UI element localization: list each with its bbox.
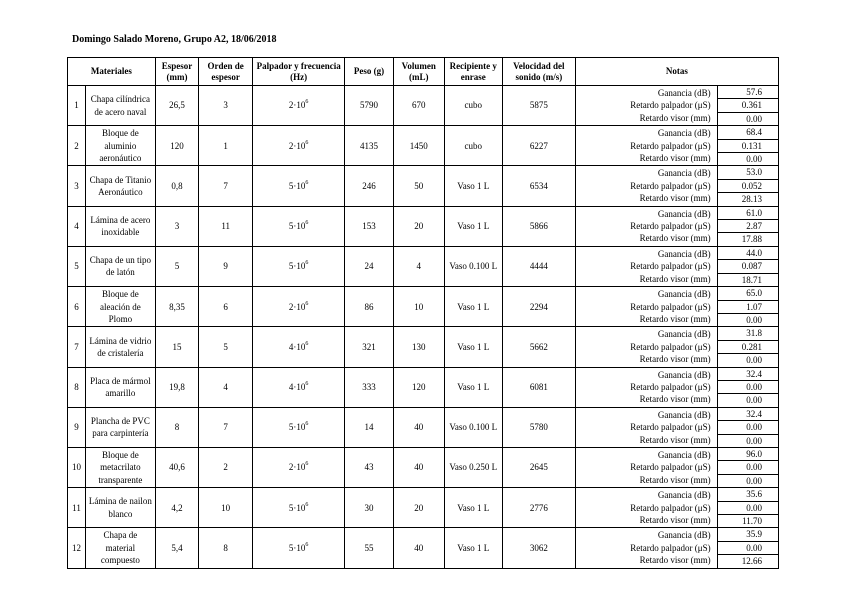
- table-row: [68, 327, 779, 367]
- order-cell: 1: [199, 126, 253, 166]
- notes-labels: [575, 246, 717, 286]
- weight-cell: 86: [345, 287, 394, 327]
- note-value: 0.00: [746, 314, 762, 325]
- note-label: Retardo palpador (μS): [630, 301, 711, 312]
- note-value: 35.6: [718, 488, 778, 501]
- note-value: 2.87: [718, 220, 778, 233]
- sound-speed-cell: 5780: [502, 407, 575, 447]
- header-materiales: Materiales: [68, 58, 156, 86]
- row-number: 10: [68, 447, 86, 487]
- thickness-cell: 120: [155, 126, 198, 166]
- probe-frequency-exponent: 6: [305, 380, 309, 387]
- note-value: 61.0: [718, 207, 778, 220]
- material-name: Chapa de un tipo de latón: [85, 246, 155, 286]
- material-name: Chapa de material compuesto: [85, 528, 155, 568]
- notes-values: [717, 287, 778, 327]
- probe-frequency-cell: [253, 327, 345, 367]
- weight-cell: 246: [345, 166, 394, 206]
- notes-labels: [575, 166, 717, 206]
- note-value: 0.00: [718, 542, 778, 555]
- row-number: 4: [68, 206, 86, 246]
- sound-speed-cell: 6227: [502, 126, 575, 166]
- note-label: Retardo palpador (μS): [630, 462, 711, 473]
- note-value: 0.00: [746, 395, 762, 406]
- notes-labels: [575, 488, 717, 528]
- probe-frequency-cell: [253, 166, 345, 206]
- order-cell: 4: [199, 367, 253, 407]
- order-cell: 11: [199, 206, 253, 246]
- volume-cell: 20: [393, 206, 444, 246]
- note-value: 0.00: [718, 421, 778, 434]
- note-value: 0.00: [746, 435, 762, 446]
- note-label: Ganancia (dB): [657, 88, 711, 98]
- material-name: Plancha de PVC para carpintería: [85, 407, 155, 447]
- probe-frequency-exponent: 6: [305, 300, 309, 307]
- weight-cell: 333: [345, 367, 394, 407]
- order-cell: 3: [199, 86, 253, 126]
- weight-cell: 55: [345, 528, 394, 568]
- probe-frequency-exponent: 6: [305, 99, 309, 106]
- note-value: 12.66: [741, 556, 762, 567]
- probe-frequency-base: 5·10: [288, 221, 306, 232]
- sound-speed-cell: 5866: [502, 206, 575, 246]
- note-value: 1.07: [718, 301, 778, 314]
- table-row: [68, 407, 779, 447]
- row-number: 1: [68, 86, 86, 126]
- note-label: Retardo palpador (μS): [630, 221, 711, 232]
- weight-cell: 5790: [345, 86, 394, 126]
- thickness-cell: 26,5: [155, 86, 198, 126]
- header-orden: Orden de espesor: [199, 58, 253, 86]
- probe-frequency-base: 5·10: [288, 261, 306, 272]
- note-label: Retardo visor (mm): [639, 313, 711, 324]
- note-value: 32.4: [718, 368, 778, 381]
- probe-frequency-base: 2·10: [288, 140, 306, 151]
- thickness-cell: 15: [155, 327, 198, 367]
- row-number: 5: [68, 246, 86, 286]
- order-cell: 7: [199, 166, 253, 206]
- table-row: [68, 166, 779, 206]
- note-label: Ganancia (dB): [657, 248, 711, 259]
- weight-cell: 43: [345, 447, 394, 487]
- header-espesor: Espesor (mm): [155, 58, 198, 86]
- container-cell: Vaso 1 L: [444, 206, 502, 246]
- notes-values: [717, 528, 778, 568]
- volume-cell: 120: [393, 367, 444, 407]
- notes-values: [717, 327, 778, 367]
- header-notas: Notas: [575, 58, 778, 86]
- note-value: 57.6: [718, 86, 778, 99]
- material-name: Lámina de nailon blanco: [85, 488, 155, 528]
- row-number: 9: [68, 407, 86, 447]
- container-cell: cubo: [444, 126, 502, 166]
- note-label: Ganancia (dB): [657, 168, 711, 179]
- volume-cell: 670: [393, 86, 444, 126]
- note-value: 96.0: [718, 448, 778, 461]
- volume-cell: 40: [393, 528, 444, 568]
- note-label: Ganancia (dB): [657, 409, 711, 420]
- note-value: 0.131: [718, 140, 778, 153]
- container-cell: Vaso 1 L: [444, 327, 502, 367]
- order-cell: 7: [199, 407, 253, 447]
- probe-frequency-cell: [253, 206, 345, 246]
- note-value: 11.70: [742, 516, 762, 526]
- volume-cell: 10: [393, 287, 444, 327]
- note-value: 0.361: [718, 99, 778, 112]
- table-row: [68, 86, 779, 126]
- sound-speed-cell: 4444: [502, 246, 575, 286]
- volume-cell: 40: [393, 447, 444, 487]
- note-label: Retardo palpador (μS): [630, 381, 711, 392]
- row-number: 7: [68, 327, 86, 367]
- container-cell: Vaso 0.250 L: [444, 447, 502, 487]
- note-label: Ganancia (dB): [657, 208, 711, 219]
- note-label: Ganancia (dB): [657, 289, 711, 300]
- header-velocidad: Velocidad del sonido (m/s): [502, 58, 575, 86]
- note-label: Ganancia (dB): [657, 449, 711, 460]
- material-name: Placa de mármol amarillo: [85, 367, 155, 407]
- container-cell: Vaso 0.100 L: [444, 246, 502, 286]
- probe-frequency-cell: [253, 86, 345, 126]
- note-value: 31.8: [718, 327, 778, 340]
- header-recipiente: Recipiente y enrase: [444, 58, 502, 86]
- note-value: 65.0: [718, 287, 778, 300]
- table-row: [68, 206, 779, 246]
- note-value: 0.00: [718, 381, 778, 394]
- note-label: Ganancia (dB): [657, 369, 711, 380]
- material-name: Bloque de metacrilato transparente: [85, 447, 155, 487]
- notes-labels: [575, 86, 717, 126]
- notes-values: [717, 166, 778, 206]
- note-value: 0.00: [746, 113, 762, 124]
- table-row: [68, 447, 779, 487]
- note-label: Ganancia (dB): [657, 530, 711, 541]
- order-cell: 2: [199, 447, 253, 487]
- container-cell: Vaso 0.100 L: [444, 407, 502, 447]
- sound-speed-cell: 2645: [502, 447, 575, 487]
- notes-values: [717, 206, 778, 246]
- weight-cell: 4135: [345, 126, 394, 166]
- notes-values: [717, 447, 778, 487]
- probe-frequency-base: 4·10: [288, 341, 306, 352]
- note-label: Retardo visor (mm): [639, 273, 711, 284]
- material-name: Chapa de Titanio Aeronáutico: [85, 166, 155, 206]
- probe-frequency-cell: [253, 367, 345, 407]
- probe-frequency-base: 2·10: [288, 462, 306, 473]
- table-row: [68, 528, 779, 568]
- sound-speed-cell: 2294: [502, 287, 575, 327]
- note-value: 44.0: [718, 247, 778, 260]
- material-name: Bloque de aleación de Plomo: [85, 287, 155, 327]
- note-label: Ganancia (dB): [657, 128, 711, 139]
- table-row: [68, 126, 779, 166]
- row-number: 12: [68, 528, 86, 568]
- notes-values: [717, 86, 778, 126]
- thickness-cell: 5: [155, 246, 198, 286]
- note-label: Retardo palpador (μS): [630, 422, 711, 433]
- note-value: 0.00: [746, 154, 762, 165]
- container-cell: Vaso 1 L: [444, 287, 502, 327]
- note-label: Retardo visor (mm): [639, 555, 711, 566]
- note-value: 0.052: [718, 180, 778, 193]
- weight-cell: 153: [345, 206, 394, 246]
- volume-cell: 130: [393, 327, 444, 367]
- note-label: Retardo palpador (μS): [630, 542, 711, 553]
- probe-frequency-cell: [253, 447, 345, 487]
- order-cell: 5: [199, 327, 253, 367]
- table-row: [68, 367, 779, 407]
- container-cell: Vaso 1 L: [444, 528, 502, 568]
- material-name: Lámina de acero inoxidable: [85, 206, 155, 246]
- table-row: [68, 287, 779, 327]
- note-value: 0.00: [718, 502, 778, 515]
- volume-cell: 50: [393, 166, 444, 206]
- note-value: 0.281: [718, 341, 778, 354]
- probe-frequency-exponent: 6: [305, 179, 309, 186]
- note-value: 0.00: [746, 475, 762, 486]
- weight-cell: 321: [345, 327, 394, 367]
- probe-frequency-base: 2·10: [288, 301, 306, 312]
- note-value: 32.4: [718, 408, 778, 421]
- sound-speed-cell: 5875: [502, 86, 575, 126]
- notes-labels: [575, 447, 717, 487]
- probe-frequency-exponent: 6: [305, 541, 309, 548]
- weight-cell: 14: [345, 407, 394, 447]
- probe-frequency-cell: [253, 287, 345, 327]
- probe-frequency-exponent: 6: [305, 340, 309, 347]
- thickness-cell: 5,4: [155, 528, 198, 568]
- weight-cell: 24: [345, 246, 394, 286]
- notes-values: [717, 407, 778, 447]
- header-volumen: Volumen (mL): [393, 58, 444, 86]
- note-label: Retardo palpador (μS): [630, 502, 711, 513]
- note-value: 0.00: [718, 461, 778, 474]
- probe-frequency-cell: [253, 126, 345, 166]
- material-name: Chapa cilíndrica de acero naval: [85, 86, 155, 126]
- sound-speed-cell: 6081: [502, 367, 575, 407]
- row-number: 2: [68, 126, 86, 166]
- material-name: Lámina de vidrio de cristalería: [85, 327, 155, 367]
- probe-frequency-base: 2·10: [288, 100, 306, 111]
- note-label: Retardo palpador (μS): [630, 100, 711, 111]
- sound-speed-cell: 5662: [502, 327, 575, 367]
- volume-cell: 20: [393, 488, 444, 528]
- order-cell: 6: [199, 287, 253, 327]
- material-name: Bloque de aluminio aeronáutico: [85, 126, 155, 166]
- note-label: Retardo visor (mm): [639, 193, 711, 204]
- header-row: [68, 58, 779, 86]
- table-row: [68, 488, 779, 528]
- container-cell: Vaso 1 L: [444, 166, 502, 206]
- thickness-cell: 8,35: [155, 287, 198, 327]
- probe-frequency-base: 4·10: [288, 381, 306, 392]
- note-label: Retardo palpador (μS): [630, 261, 711, 272]
- note-value: 0.00: [746, 355, 762, 366]
- notes-values: [717, 488, 778, 528]
- row-number: 6: [68, 287, 86, 327]
- note-value: 17.88: [741, 234, 762, 245]
- thickness-cell: 3: [155, 206, 198, 246]
- thickness-cell: 8: [155, 407, 198, 447]
- row-number: 8: [68, 367, 86, 407]
- probe-frequency-base: 5·10: [288, 422, 306, 433]
- thickness-cell: 19,8: [155, 367, 198, 407]
- notes-labels: [575, 126, 717, 166]
- note-label: Retardo palpador (μS): [630, 180, 711, 191]
- sound-speed-cell: 6534: [502, 166, 575, 206]
- container-cell: cubo: [444, 86, 502, 126]
- document-title: Domingo Salado Moreno, Grupo A2, 18/06/2018: [72, 34, 277, 45]
- volume-cell: 1450: [393, 126, 444, 166]
- notes-labels: [575, 287, 717, 327]
- note-label: Retardo visor (mm): [639, 394, 711, 405]
- header-palpador: Palpador y frecuencia (Hz): [253, 58, 345, 86]
- note-label: Retardo visor (mm): [639, 153, 711, 164]
- notes-values: [717, 126, 778, 166]
- notes-labels: [575, 206, 717, 246]
- header-peso: Peso (g): [345, 58, 394, 86]
- volume-cell: 40: [393, 407, 444, 447]
- notes-labels: [575, 367, 717, 407]
- notes-values: [717, 246, 778, 286]
- note-value: 68.4: [718, 126, 778, 139]
- row-number: 3: [68, 166, 86, 206]
- note-value: 0.087: [718, 260, 778, 273]
- probe-frequency-cell: [253, 407, 345, 447]
- sound-speed-cell: 2776: [502, 488, 575, 528]
- note-label: Retardo visor (mm): [639, 434, 711, 445]
- thickness-cell: 40,6: [155, 447, 198, 487]
- note-label: Retardo visor (mm): [639, 354, 711, 365]
- note-value: 35.9: [718, 528, 778, 541]
- weight-cell: 30: [345, 488, 394, 528]
- order-cell: 9: [199, 246, 253, 286]
- note-label: Retardo visor (mm): [639, 515, 711, 525]
- order-cell: 8: [199, 528, 253, 568]
- note-value: 18.71: [741, 274, 762, 285]
- materials-table: [67, 57, 779, 569]
- probe-frequency-cell: [253, 488, 345, 528]
- note-label: Ganancia (dB): [657, 490, 711, 501]
- probe-frequency-base: 5·10: [288, 180, 306, 191]
- table-row: [68, 246, 779, 286]
- thickness-cell: 4,2: [155, 488, 198, 528]
- note-label: Retardo palpador (μS): [630, 341, 711, 352]
- notes-labels: [575, 407, 717, 447]
- note-value: 28.13: [741, 194, 762, 205]
- thickness-cell: 0,8: [155, 166, 198, 206]
- sound-speed-cell: 3062: [502, 528, 575, 568]
- container-cell: Vaso 1 L: [444, 367, 502, 407]
- probe-frequency-cell: [253, 246, 345, 286]
- probe-frequency-exponent: 6: [305, 220, 309, 227]
- volume-cell: 4: [393, 246, 444, 286]
- probe-frequency-base: 5·10: [288, 502, 306, 513]
- probe-frequency-base: 5·10: [288, 542, 306, 553]
- probe-frequency-exponent: 6: [305, 139, 309, 146]
- notes-labels: [575, 327, 717, 367]
- notes-labels: [575, 528, 717, 568]
- note-label: Retardo visor (mm): [639, 474, 711, 485]
- note-label: Retardo visor (mm): [639, 233, 711, 244]
- note-value: 53.0: [718, 166, 778, 179]
- probe-frequency-exponent: 6: [305, 461, 309, 468]
- note-label: Ganancia (dB): [657, 329, 711, 340]
- notes-values: [717, 367, 778, 407]
- probe-frequency-exponent: 6: [305, 501, 309, 508]
- note-label: Retardo palpador (μS): [630, 140, 711, 151]
- order-cell: 10: [199, 488, 253, 528]
- container-cell: Vaso 1 L: [444, 488, 502, 528]
- probe-frequency-exponent: 6: [305, 260, 309, 267]
- row-number: 11: [68, 488, 86, 528]
- note-label: Retardo visor (mm): [639, 112, 711, 123]
- probe-frequency-cell: [253, 528, 345, 568]
- probe-frequency-exponent: 6: [305, 421, 309, 428]
